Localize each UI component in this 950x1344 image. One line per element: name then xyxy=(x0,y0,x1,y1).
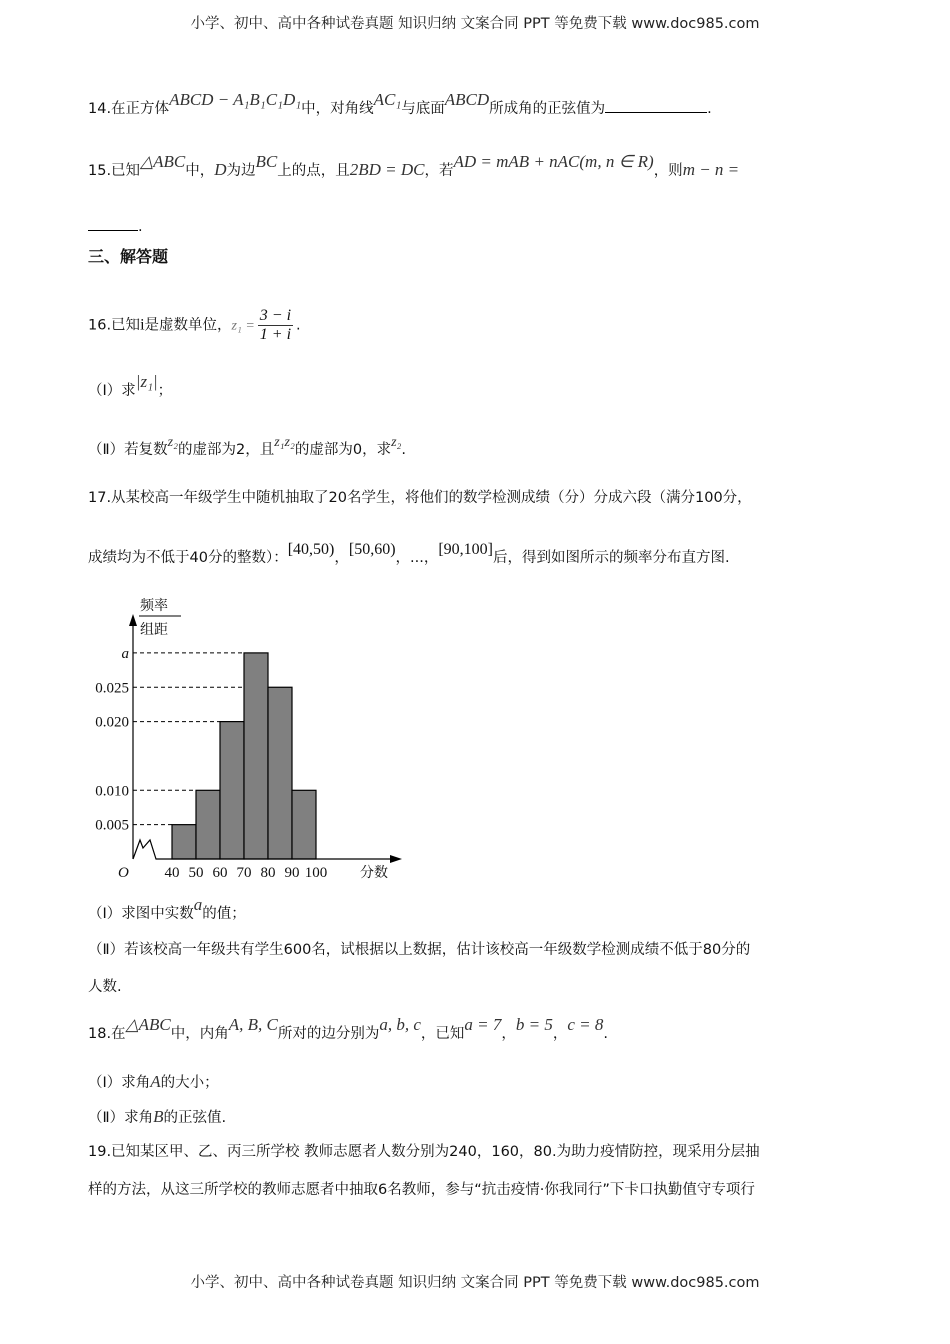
text: 的大小； xyxy=(160,1075,219,1091)
text: ，...， xyxy=(395,550,439,566)
question-17-part-2: （Ⅱ）若该校高一年级共有学生600名，试根据以上数据，估计该校高一年级数学检测成绩不低于80分的 xyxy=(88,942,751,958)
x-tick-label: 40 xyxy=(164,865,180,881)
fraction xyxy=(258,307,293,344)
math: 2BD = DC xyxy=(349,160,425,179)
math: ABCD − A₁B₁C₁D₁ xyxy=(169,90,302,109)
question-15 xyxy=(88,152,740,181)
math: a = 7 xyxy=(464,1015,502,1034)
text: . xyxy=(603,1026,609,1042)
section-heading: 三、解答题 xyxy=(88,247,169,266)
text: （Ⅰ）求 xyxy=(88,383,136,399)
x-tick-label: 60 xyxy=(212,865,228,881)
text: （Ⅰ）求角 xyxy=(88,1075,151,1091)
text: . xyxy=(401,442,407,458)
math: [90,100] xyxy=(438,541,493,558)
text: . xyxy=(296,317,301,334)
question-14 xyxy=(88,90,712,119)
x-axis-arrow-icon xyxy=(390,855,402,863)
question-19-line-1: 19.已知某区甲、乙、丙三所学校 教师志愿者人数分别为240，160，80.为助力疫情防控，现采用分层抽 xyxy=(88,1144,760,1160)
math: z₁ = xyxy=(231,318,255,334)
math: △ABC xyxy=(125,1015,171,1034)
math: [50,60) xyxy=(348,541,396,558)
x-tick-label: 50 xyxy=(188,865,204,881)
text: 为边 xyxy=(226,163,256,179)
text: 18.在 xyxy=(88,1026,126,1042)
question-18-part-2 xyxy=(88,1107,226,1128)
math: i xyxy=(140,316,145,334)
math: △ABC xyxy=(140,152,186,171)
math: c = 8 xyxy=(567,1015,604,1034)
text: 15.已知 xyxy=(88,163,141,179)
text: 16.已知 xyxy=(88,317,141,334)
histogram-bar xyxy=(244,653,268,859)
question-16-part-2 xyxy=(88,435,407,461)
text: . xyxy=(707,101,712,117)
text: 中， xyxy=(185,163,215,179)
question-16-part-1 xyxy=(88,372,173,401)
text: 14.在正方体 xyxy=(88,101,170,117)
math: a xyxy=(193,895,203,914)
math: [40,50) xyxy=(287,541,335,558)
y-tick-label: 0.025 xyxy=(95,680,129,697)
text: 与底面 xyxy=(401,101,445,117)
text: 中，内角 xyxy=(170,1026,229,1042)
text: 的值； xyxy=(202,906,246,922)
text: ，则 xyxy=(653,163,683,179)
math: b = 5 xyxy=(515,1015,553,1034)
math: z₁z₂ xyxy=(274,435,295,450)
text: ，若 xyxy=(424,163,454,179)
math: A, B, C xyxy=(228,1015,278,1034)
text: （Ⅰ）求图中实数 xyxy=(88,906,194,922)
text: 的正弦值. xyxy=(163,1110,227,1126)
text: ， xyxy=(501,1026,516,1042)
math: B xyxy=(153,1107,164,1126)
text: （Ⅱ）若复数 xyxy=(88,442,168,458)
page-footer: 小学、初中、高中各种试卷真题 知识归纳 文案合同 PPT 等免费下载 www.doc985.com xyxy=(190,1275,760,1291)
histogram-bar xyxy=(220,722,244,859)
math: a, b, c xyxy=(379,1015,421,1034)
histogram-bar xyxy=(196,790,220,859)
text: 成绩均为不低于40分的整数）： xyxy=(88,550,288,566)
text: ， xyxy=(552,1026,568,1042)
question-15-blank-line xyxy=(88,216,143,237)
y-label-bottom: 组距 xyxy=(140,622,168,638)
text: ，已知 xyxy=(420,1026,465,1042)
y-axis-arrow-icon xyxy=(129,614,137,626)
x-axis-label: 分数 xyxy=(360,865,388,881)
question-17-part-2-cont: 人数. xyxy=(88,979,122,995)
page-header: 小学、初中、高中各种试卷真题 知识归纳 文案合同 PPT 等免费下载 www.doc985.com xyxy=(190,16,760,32)
math: D xyxy=(214,160,227,179)
math: BC xyxy=(255,152,278,171)
question-17-line-2 xyxy=(88,541,730,568)
histogram-bar xyxy=(172,825,196,859)
x-tick-label: 100 xyxy=(304,865,328,881)
frequency-histogram xyxy=(80,590,410,890)
math: z₂ xyxy=(391,435,402,450)
question-17-part-1 xyxy=(88,895,246,924)
math: m − n = xyxy=(682,160,740,179)
math: AC₁ xyxy=(373,90,402,109)
histogram-bar xyxy=(292,790,316,859)
math: ABCD xyxy=(444,90,490,109)
text: 上的点，且 xyxy=(277,163,350,179)
text: 是虚数单位， xyxy=(144,317,232,334)
x-tick-label: 90 xyxy=(284,865,300,881)
question-17-line-1: 17.从某校高一年级学生中随机抽取了20名学生，将他们的数学检测成绩（分）分成六段（满分100分， xyxy=(88,490,752,506)
y-tick-label: 0.020 xyxy=(95,714,129,731)
text: ； xyxy=(157,383,173,399)
denominator: 1 + i xyxy=(259,326,292,343)
y-tick-label: a xyxy=(121,645,129,662)
math: |z₁| xyxy=(135,372,158,391)
text: 所对的边分别为 xyxy=(277,1026,380,1042)
text: 中，对角线 xyxy=(301,101,374,117)
answer-blank[interactable] xyxy=(88,216,138,231)
text: . xyxy=(138,219,143,235)
question-19-line-2: 样的方法，从这三所学校的教师志愿者中抽取6名教师，参与“抗击疫情·你我同行”下卡口执勤值守专项行 xyxy=(88,1182,755,1198)
answer-blank[interactable] xyxy=(605,98,707,113)
text: 的虚部为2，且 xyxy=(177,442,275,458)
text: ， xyxy=(334,550,349,566)
math: z₂ xyxy=(167,435,178,450)
y-label-top: 频率 xyxy=(140,598,168,614)
question-18-part-1 xyxy=(88,1072,219,1093)
x-tick-label: 70 xyxy=(236,865,252,881)
text: 后，得到如图所示的频率分布直方图. xyxy=(493,550,730,566)
math: AD = mAB + nAC(m, n ∈ R) xyxy=(453,152,654,171)
origin-label: O xyxy=(118,865,129,881)
math: A xyxy=(150,1072,161,1091)
histogram-bar xyxy=(268,687,292,859)
question-16 xyxy=(88,307,301,344)
x-tick-label: 80 xyxy=(260,865,276,881)
text: （Ⅱ）求角 xyxy=(88,1110,154,1126)
y-tick-label: 0.005 xyxy=(95,817,129,834)
text: 所成角的正弦值为 xyxy=(489,101,606,117)
text: 的虚部为0，求 xyxy=(294,442,392,458)
numerator: 3 − i xyxy=(259,307,292,324)
y-tick-label: 0.010 xyxy=(95,783,129,800)
question-18 xyxy=(88,1015,609,1044)
